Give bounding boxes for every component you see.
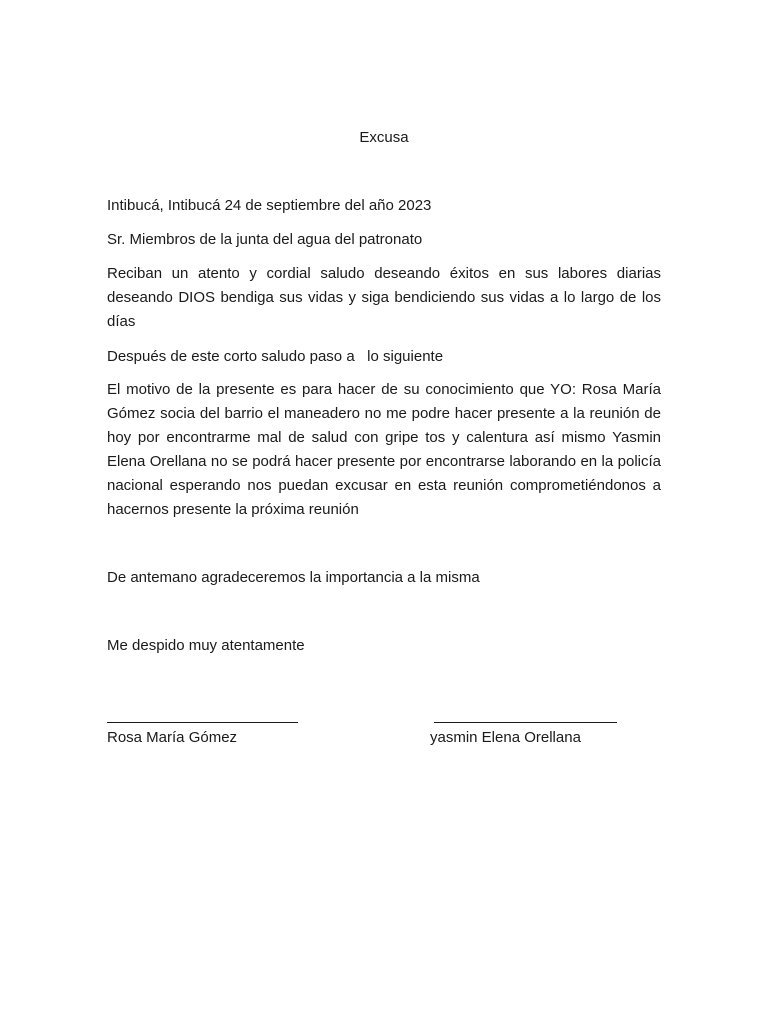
closing-line: Me despido muy atentamente (107, 637, 305, 654)
signature-name-left: Rosa María Gómez (107, 729, 238, 746)
greeting-paragraph: Reciban un atento y cordial saludo deseando éxitos en sus labores diarias deseando DIOS bendiga sus vidas y siga bendiciendo sus vidas a lo largo de los días (107, 265, 661, 330)
signature-line-right (434, 722, 617, 723)
recipient-line: Sr. Miembros de la junta del agua del patronato (107, 231, 423, 248)
place-date: Intibucá, Intibucá 24 de septiembre del año 2023 (107, 197, 432, 214)
signature-line-left (107, 722, 298, 723)
thanks-line: De antemano agradeceremos la importancia a la misma (107, 569, 480, 586)
signature-name-right: yasmin Elena Orellana (430, 729, 581, 746)
transition-line: Después de este corto saludo paso a lo siguiente (107, 348, 444, 365)
letter-title: Excusa (359, 129, 409, 146)
body-paragraph: El motivo de la presente es para hacer de su conocimiento que YO: Rosa María Gómez socia del barrio el maneadero no me podre hacer presente a la reunión de hoy por encontrarme mal de salud con gripe tos y calentura así mismo Yasmin Elena Orellana no se podrá hacer presente por encontrarse laborando en la policía nacional esperando nos puedan excusar en esta reunión comprometiéndonos a hacernos presente la próxima reunión (107, 381, 661, 518)
